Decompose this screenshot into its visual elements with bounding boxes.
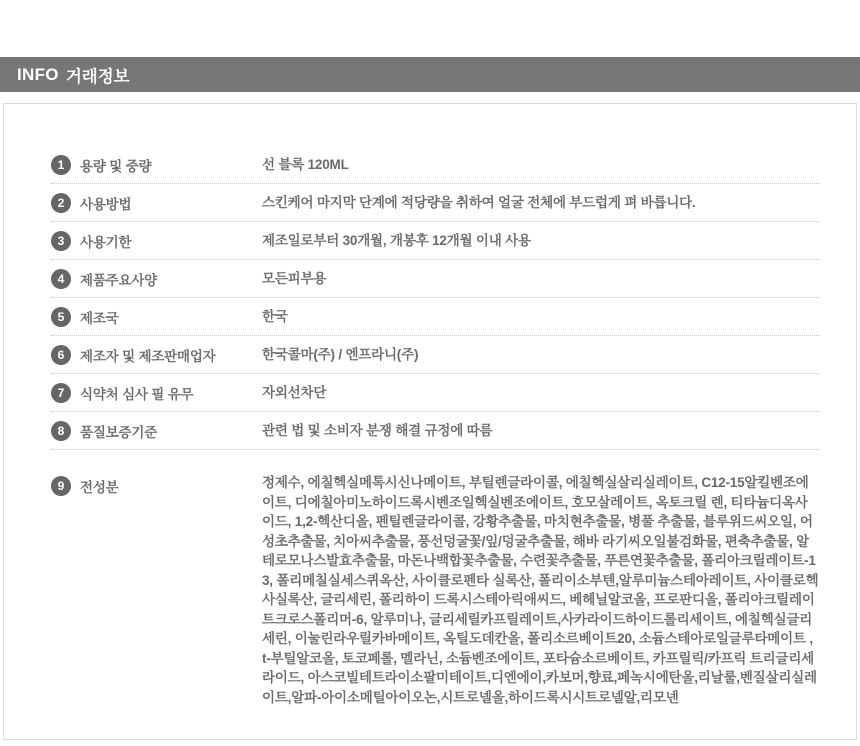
row-value: 제조일로부터 30개월, 개봉후 12개월 이내 사용 bbox=[262, 232, 531, 248]
row-number-badge: 3 bbox=[51, 231, 71, 251]
row-value: 스킨케어 마지막 단계에 적당량을 취하여 얼굴 전체에 부드럽게 펴 바릅니다. bbox=[262, 194, 696, 210]
row-value: 관련 법 및 소비자 분쟁 해결 규정에 따름 bbox=[262, 422, 493, 438]
row-label: 제조국 bbox=[80, 310, 119, 326]
row-value: 선 블록 120ML bbox=[262, 156, 349, 172]
row-number-badge: 2 bbox=[51, 193, 71, 213]
section-header bbox=[0, 57, 860, 92]
info-row-expiration bbox=[51, 222, 819, 260]
row-value: 모든피부용 bbox=[262, 270, 327, 286]
row-label: 품질보증기준 bbox=[80, 424, 158, 440]
row-number-badge: 4 bbox=[51, 269, 71, 289]
info-row-manufacturer bbox=[51, 336, 819, 374]
row-number-badge: 8 bbox=[51, 421, 71, 441]
row-value: 자외선차단 bbox=[262, 384, 327, 400]
row-label-cell bbox=[51, 476, 262, 496]
row-value: 한국콜마(주) / 엔프라니(주) bbox=[262, 346, 419, 362]
row-label-cell bbox=[51, 269, 262, 289]
info-row-usage bbox=[51, 184, 819, 222]
info-row-spec bbox=[51, 260, 819, 298]
header-info-label: INFO bbox=[17, 64, 59, 84]
row-label: 용량 및 중량 bbox=[80, 158, 152, 174]
row-label-cell bbox=[51, 231, 262, 251]
row-label: 사용방법 bbox=[80, 196, 132, 212]
row-number-badge: 7 bbox=[51, 383, 71, 403]
row-value: 한국 bbox=[262, 308, 288, 324]
row-label-cell bbox=[51, 345, 262, 365]
info-row-ingredients bbox=[51, 450, 819, 707]
row-label-cell bbox=[51, 155, 262, 175]
row-label: 사용기한 bbox=[80, 234, 132, 250]
row-label: 식약처 심사 필 유무 bbox=[80, 386, 194, 402]
row-number-badge: 9 bbox=[51, 476, 71, 496]
row-label: 제조자 및 제조판매업자 bbox=[80, 348, 216, 364]
info-row-mfds-review bbox=[51, 374, 819, 412]
row-label: 제품주요사양 bbox=[80, 272, 158, 288]
row-label-cell bbox=[51, 193, 262, 213]
info-row-quality-assurance bbox=[51, 412, 819, 450]
row-label: 전성분 bbox=[80, 480, 119, 495]
row-number-badge: 5 bbox=[51, 307, 71, 327]
header-title: 거래정보 bbox=[65, 67, 130, 86]
info-row-capacity bbox=[51, 146, 819, 184]
row-label-cell bbox=[51, 307, 262, 327]
row-number-badge: 1 bbox=[51, 155, 71, 175]
info-table bbox=[3, 103, 857, 740]
info-row-country bbox=[51, 298, 819, 336]
row-label-cell bbox=[51, 383, 262, 403]
row-label-cell bbox=[51, 421, 262, 441]
row-value: 정제수, 에칠헥실메톡시신나메이트, 부틸렌글라이콜, 에칠헥실살리실레이트, C12-15알킬벤조에이트, 디에칠아미노하이드록시벤조일헥실벤조에이트, 호모살레이트, 옥토크릴 렌, 티타늄디옥사이드, 1,2-헥산디올, 펜틸렌글라이콜, 강황추출물, 마치현추출물, 병풀 추출물, 블루위드씨오일, 어성초추출물, 치아씨추출물, 풍선덩굴꽃/잎/덩굴추출물, 해바 라기씨오일불검화물, 편축추출물, 알테로모나스발효추출물, 마돈나백합꽃추출물, 수련꽃추출물, 푸른연꽃추출물, 폴리아크릴레이트-13, 폴리메칠실세스퀴옥산, 사이클로펜타 실록산, 폴리이소부텐,알루미늄스테아레이트, 사이클로헥사실록산, 글리세린, 폴리하이 드록시스테아릭애씨드, 베헤닐알코올, 프로판디올, 폴리아크릴레이트크로스폴리머-6, 알루미나, 글리세릴카프릴레이트,사카라이드하이드롤리세이트, 에칠헥실글리세린, 이눌린라우릴카바메이트, 옥틸도데칸올, 폴리소르베이트20, 소듐스테아로일글루타메이트 , t-부틸알코올, 토코페롤, 멜라닌, 소듐벤조에이트, 포타슘소르베이트, 카프릴릭/카프릭 트리글리세라이드, 아스코빌테트라이소팔미테이트,디엔에이,카보머,향료,페녹시에탄올,리날룰,벤질살리실레이트,알파-아이소메틸아이오논,시트로넬올,하이드록시시트로넬알,리모넨 bbox=[262, 475, 819, 705]
row-number-badge: 6 bbox=[51, 345, 71, 365]
